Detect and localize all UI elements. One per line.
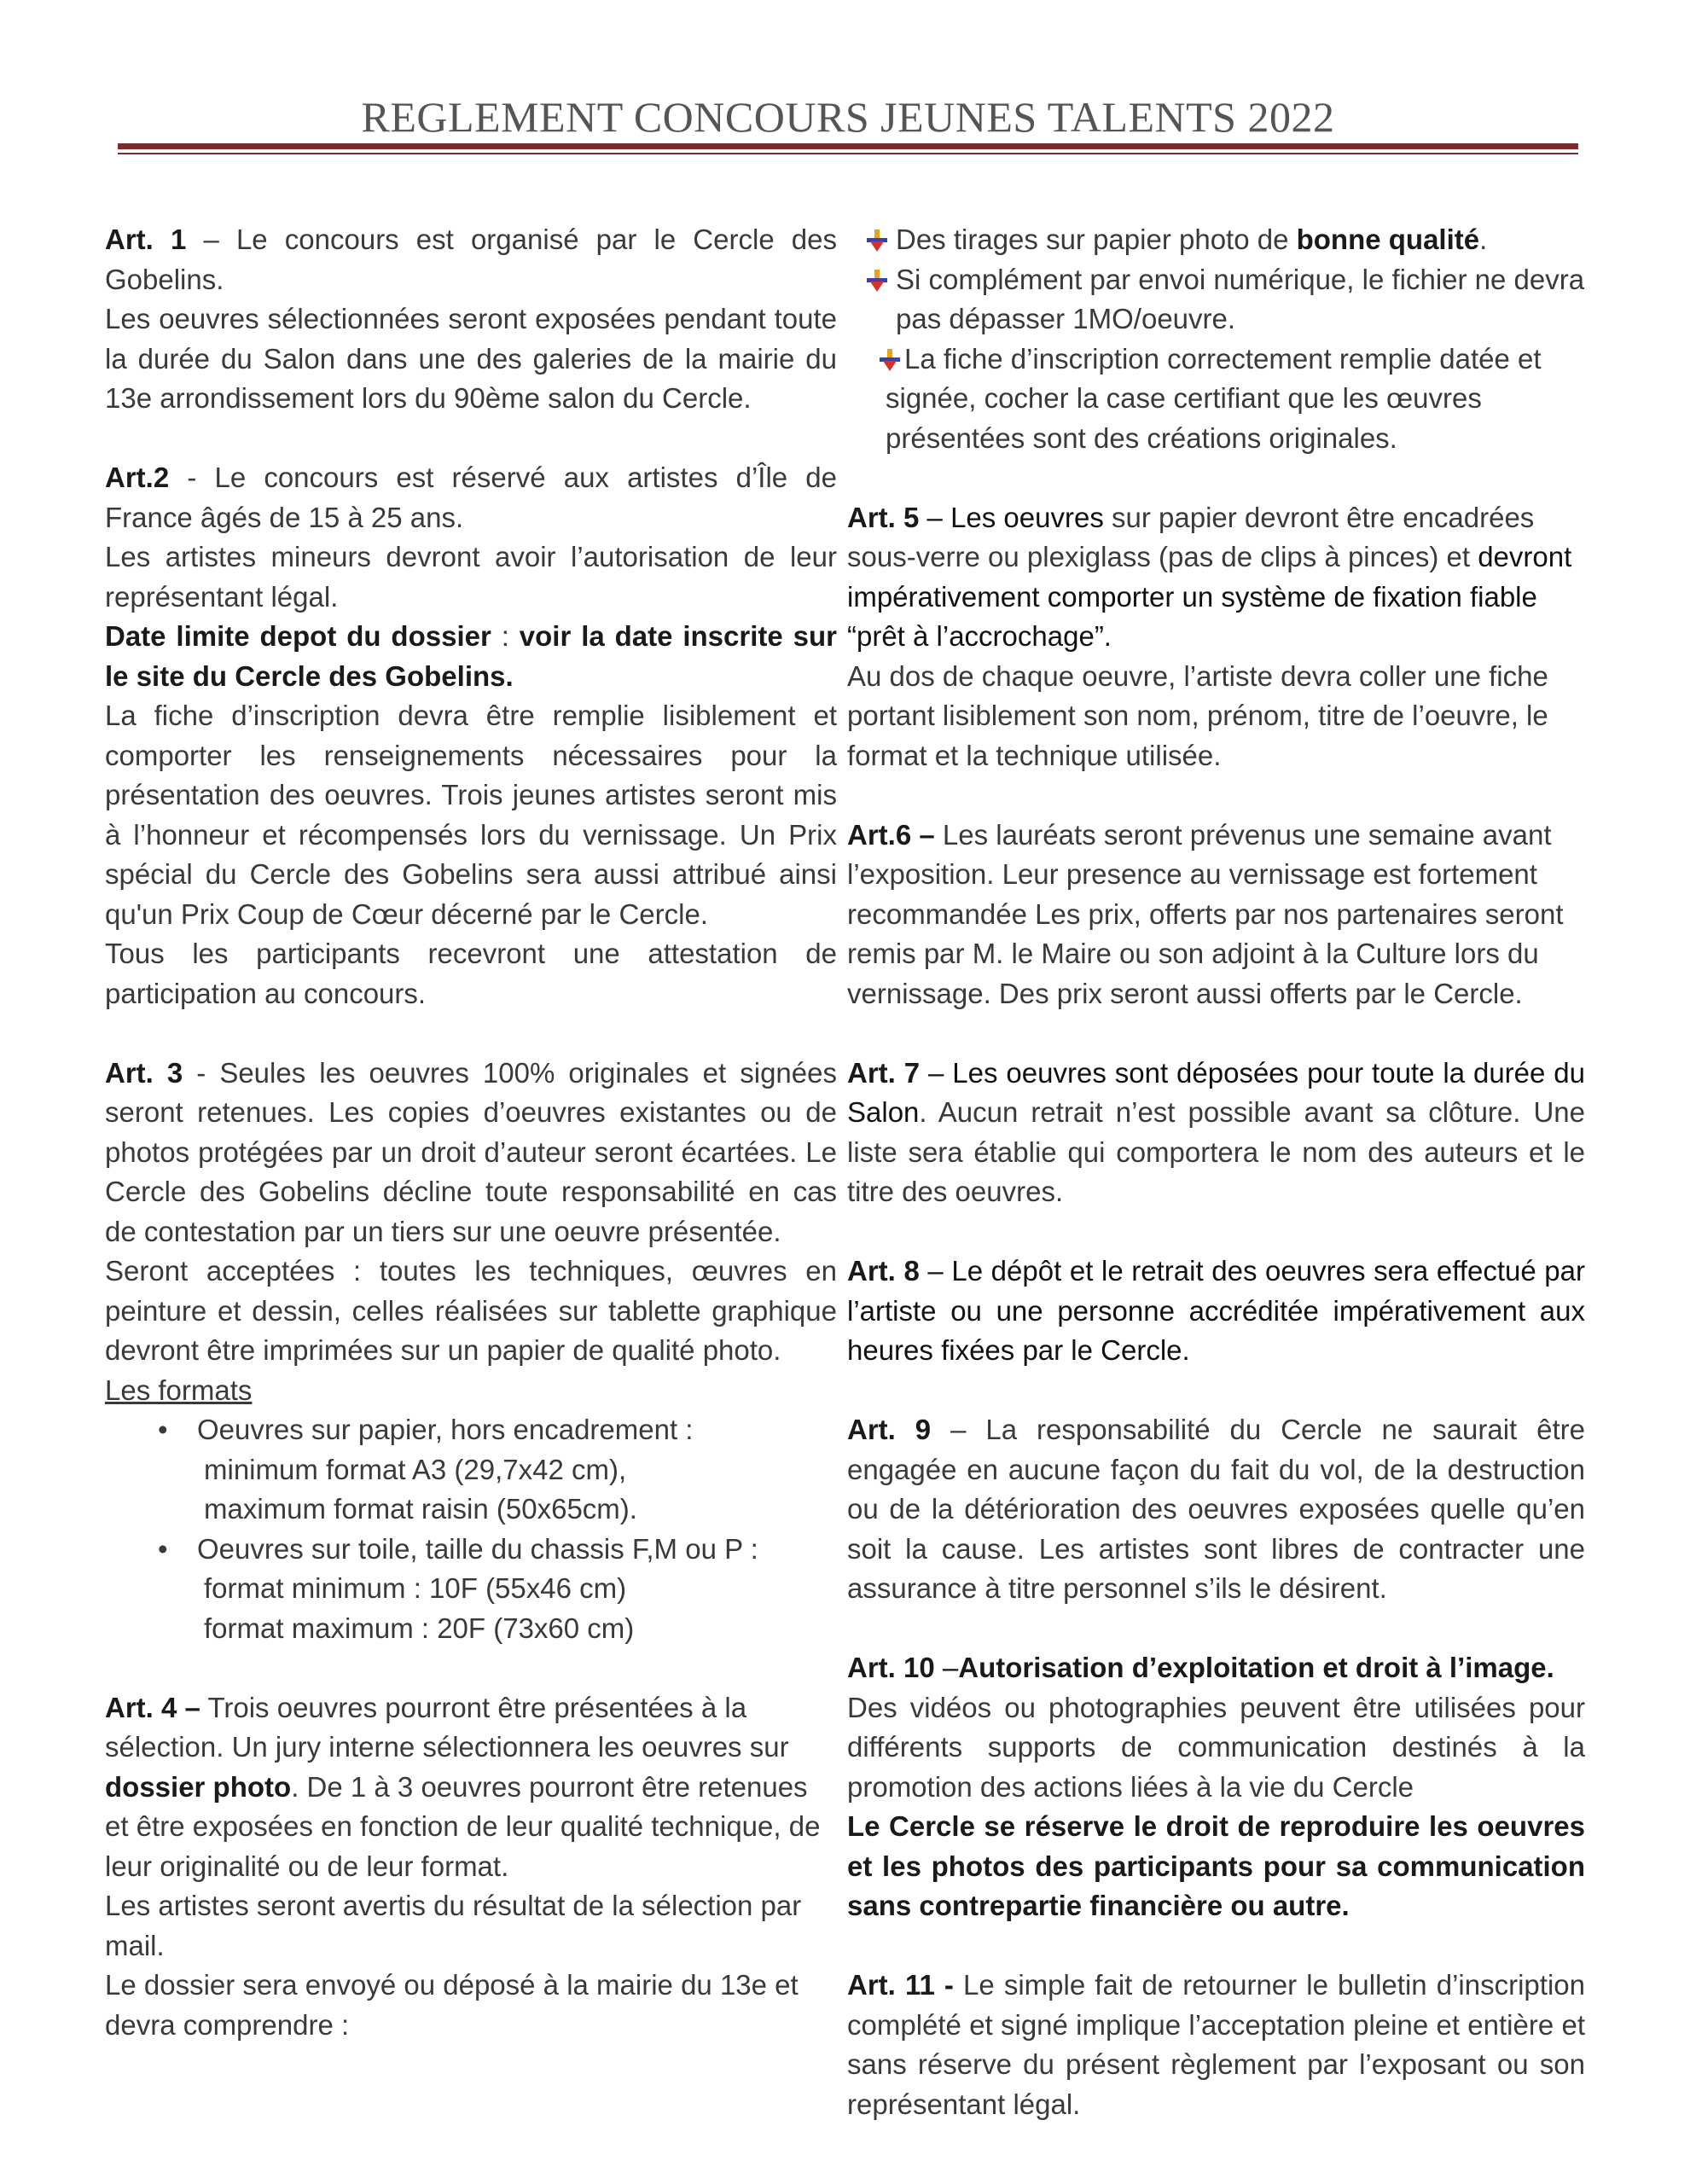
list-item: [847, 260, 1585, 340]
list-item-text: Si complément par envoi numérique, le fichier ne devra pas dépasser 1MO/oeuvre.: [896, 263, 1585, 334]
left-column: [105, 220, 837, 2045]
formats-heading: Les formats: [105, 1374, 253, 1406]
art4-text-p2: Les artistes seront avertis du résultat de la sélection par mail.: [105, 1890, 802, 1961]
format-line: format maximum : 20F (73x60 cm): [204, 1612, 635, 1644]
art4-bold: dossier photo: [105, 1770, 292, 1803]
deadline-sep: :: [491, 620, 520, 652]
art10-label: Art. 10: [847, 1652, 935, 1683]
art9-paragraph: [847, 1410, 1585, 1609]
art5-text: sur papier devront être encadrées sous-verre ou plexiglass (pas de clips à pinces) et: [847, 501, 1535, 572]
art11-paragraph: [847, 1966, 1585, 2124]
art3-text-2: Seront acceptées : toutes les techniques, œuvres en peinture et dessin, celles réalisées sur tablette graphique devront être imprimées sur un papier de qualité photo.: [105, 1255, 837, 1366]
list-item: [847, 340, 1585, 459]
art8-label: Art. 8: [847, 1255, 920, 1287]
formats-list: [105, 1410, 837, 1648]
art2-text: - Le concours est réservé aux artistes d’Île de France âgés de 15 à 25 ans.: [105, 462, 837, 533]
list-item: [105, 1530, 837, 1649]
right-column: [847, 220, 1585, 2124]
art10-heading: Autorisation d’exploitation et droit à l’image.: [958, 1652, 1554, 1683]
art10-bold: Le Cercle se réserve le droit de reproduire les oeuvres et les photos des participants pour sa communication sans contrepartie financière ou autre.: [847, 1810, 1585, 1921]
art9-text: – La responsabilité du Cercle ne saurait être engagée en aucune façon du fait du vol, de la destruction ou de la détérioration des oeuvres exposées quelle qu’en soit la cause. Les artistes sont libres de contracter une assurance à titre personnel s’ils le désirent.: [847, 1414, 1585, 1604]
art4-paragraph: [105, 1688, 837, 1887]
list-item-text: La fiche d’inscription correctement remplie datée et signée, cocher la case certifiant que les œuvres présentées sont des créations originales.: [886, 342, 1542, 454]
art1-label: Art. 1: [105, 224, 187, 255]
art11-text: Le simple fait de retourner le bulletin d’inscription complété et signé implique l’acceptation pleine et entière et sans réserve du présent règlement par l’exposant ou son représentant légal.: [847, 1969, 1585, 2120]
art2-deadline: [105, 617, 837, 696]
art2-label: Art.2: [105, 462, 170, 493]
art10-dash: –: [934, 1652, 959, 1683]
art3-paragraph: [105, 1054, 837, 1252]
page-title: REGLEMENT CONCOURS JEUNES TALENTS 2022: [361, 93, 1335, 141]
bullet-icon: •: [158, 1532, 168, 1565]
format-line: maximum format raisin (50x65cm).: [204, 1493, 637, 1525]
art2-text-4: La fiche d’inscription devra être remplie lisiblement et comporter les renseignements nécessaires pour la présentation des oeuvres. Trois jeunes artistes seront mis à l’honneur et récompensés lors du vernissage. Un Prix spécial du Cercle des Gobelins sera aussi attribué ainsi qu'un Prix Coup de Cœur décerné par le Cercle.: [105, 700, 837, 930]
format-line: minimum format A3 (29,7x42 cm),: [204, 1453, 627, 1485]
art10-heading-line: [847, 1648, 1585, 1688]
art4-text-2: . De 1 à 3 oeuvres pourront être retenues et être exposées en fonction de leur qualité technique, de leur originalité ou de leur format.: [105, 1770, 821, 1882]
art11-label: Art. 11 -: [847, 1969, 954, 2001]
art8-text: – Le dépôt et le retrait des oeuvres sera effectué par l’artiste ou une personne accréditée impérativement aux heures fixées par le Cercle.: [847, 1255, 1585, 1366]
title-rule-thick: [118, 143, 1578, 149]
art3-text: - Seules les oeuvres 100% originales et signées seront retenues. Les copies d’oeuvres existantes ou de photos protégées par un droit d’auteur seront écartées. Le Cercle des Gobelins décline toute responsabilité en cas de contestation par un tiers sur une oeuvre présentée.: [105, 1056, 837, 1247]
art1-text: – Le concours est organisé par le Cercle des Gobelins.: [105, 224, 838, 295]
art2-paragraph: [105, 458, 837, 537]
list-item-bold: bonne qualité: [1296, 224, 1480, 255]
art5-paragraph: [847, 498, 1585, 657]
deadline-value: voir la date inscrite sur le site du Cercle des Gobelins.: [105, 620, 837, 692]
bullet-icon: •: [158, 1414, 168, 1445]
art5-text-dark-2: devront impérativement comporter un système de fixation fiable “prêt à l’accrochage”.: [847, 541, 1572, 652]
art1-text-2: Les oeuvres sélectionnées seront exposées pendant toute la durée du Salon dans une des galeries de la mairie du 13e arrondissement lors du 90ème salon du Cercle.: [105, 303, 837, 414]
arrow-down-icon: [867, 229, 887, 252]
art6-label: Art.6 –: [847, 818, 935, 851]
art5-text-dark: Les oeuvres: [950, 501, 1104, 533]
art7-text-dark: – Les oeuvres sont déposées pour toute la durée du Salon: [847, 1056, 1585, 1128]
list-item: [105, 1410, 837, 1530]
art7-text: . Aucun retrait n’est possible avant sa clôture. Une liste sera établie qui comportera le nom des auteurs et le titre des oeuvres.: [847, 1096, 1585, 1207]
format-line: Oeuvres sur toile, taille du chassis F,M ou P :: [197, 1532, 758, 1565]
deadline-label: Date limite depot du dossier: [105, 620, 491, 652]
art4-text-p3: Le dossier sera envoyé ou déposé à la mairie du 13e et devra comprendre :: [105, 1969, 799, 2041]
list-item-end: .: [1479, 224, 1488, 255]
art2-text-2: Les artistes mineurs devront avoir l’autorisation de leur représentant légal.: [105, 541, 837, 613]
art7-label: Art. 7: [847, 1056, 921, 1089]
arrow-down-icon: [867, 270, 887, 292]
art1-paragraph: [105, 220, 837, 299]
art10-text: Des vidéos ou photographies peuvent être utilisées pour différents supports de communication destinés à la promotion des actions liées à la vie du Cercle: [847, 1691, 1585, 1803]
art9-label: Art. 9: [847, 1414, 932, 1445]
art8-paragraph: [847, 1252, 1585, 1371]
art6-text: Les lauréats seront prévenus une semaine avant l’exposition. Leur presence au vernissage est fortement recommandée Les prix, offerts par nos partenaires seront remis par M. le Maire ou son adjoint à la Culture lors du vernissage. Des prix seront aussi offerts par le Cercle.: [847, 818, 1564, 1009]
art6-paragraph: [847, 816, 1585, 1014]
list-item-text: Des tirages sur papier photo de: [896, 224, 1297, 255]
art5-text-p2: Au dos de chaque oeuvre, l’artiste devra coller une fiche portant lisiblement son nom, prénom, titre de l’oeuvre, le format et la technique utilisée.: [847, 659, 1548, 771]
art4-label: Art. 4 –: [105, 1691, 200, 1723]
title-rule-thin: [118, 153, 1578, 154]
arrow-down-icon: [880, 349, 900, 371]
art5-dash: –: [919, 501, 951, 533]
format-line: Oeuvres sur papier, hors encadrement :: [197, 1414, 694, 1445]
art5-label: Art. 5: [847, 501, 920, 533]
list-item: [847, 220, 1585, 260]
art4-text-1: Trois oeuvres pourront être présentées à la sélection. Un jury interne sélectionnera les oeuvres sur: [105, 1691, 789, 1763]
art10-bold-paragraph: [847, 1807, 1585, 1926]
art7-paragraph: [847, 1054, 1585, 1212]
art2-text-5: Tous les participants recevront une attestation de participation au concours.: [105, 938, 837, 1009]
art3-label: Art. 3: [105, 1056, 183, 1089]
format-line: format minimum : 10F (55x46 cm): [204, 1572, 627, 1604]
